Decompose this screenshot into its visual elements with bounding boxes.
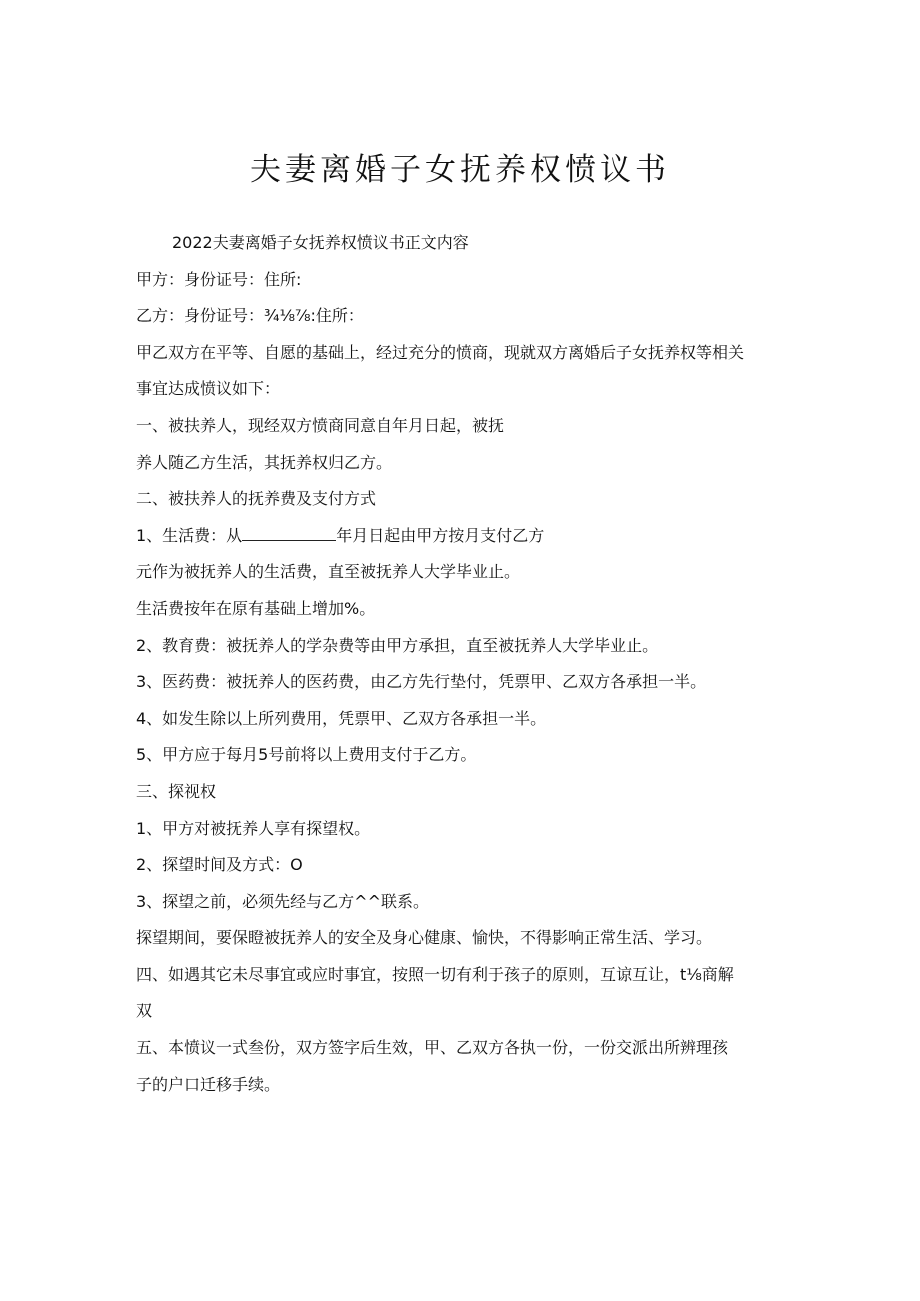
- item-1-suffix: 年月日起由甲方按月支付乙方: [336, 525, 545, 545]
- section-5-line-2: 子的户口迁移手续。: [136, 1074, 281, 1094]
- section-3-item-1: 1、甲方对被抚养人享有探望权。: [136, 818, 371, 838]
- party-a-line: 甲方：身份证号：住所:: [136, 269, 302, 289]
- party-b-line: 乙方：身份证号：¾⅛⅞:住所：: [136, 306, 364, 326]
- section-2-item-5: 5、甲方应于每月5号前将以上费用支付于乙方。: [136, 745, 477, 765]
- section-2-item-2: 2、教育费：被抚养人的学杂费等由甲方承担，直至被抚养人大学毕业止。: [136, 635, 659, 655]
- intro-line-1: 甲乙双方在平等、自愿的基础上，经过充分的愤商，现就双方离婚后子女抚养权等相关: [136, 342, 745, 362]
- subtitle-line: 2022夫妻离婚子女抚养权愤议书正文内容: [172, 233, 469, 252]
- section-2-heading: 二、被扶养人的抚养费及支付方式: [136, 489, 377, 509]
- section-5-line-1: 五、本愤议一式叁份，双方签字后生效，甲、乙双方各执一份，一份交派出所辨理孩: [136, 1038, 729, 1058]
- section-2-item-4: 4、如发生除以上所列费用，凭票甲、乙双方各承担一半。: [136, 708, 547, 728]
- section-3-item-4: 探望期间，要保瞪被抚养人的安全及身心健康、愉快，不得影响正常生活、学习。: [136, 928, 713, 948]
- section-2-item-1-continued: 元作为被抚养人的生活费，直至被抚养人大学毕业止。: [136, 562, 521, 582]
- section-2-item-3: 3、医药费：被抚养人的医药费，由乙方先行垫付，凭票甲、乙双方各承担一半。: [136, 672, 707, 692]
- section-3-item-2: 2、探望时间及方式：O: [136, 855, 303, 875]
- fill-in-blank: [242, 526, 336, 541]
- document-body: [136, 225, 796, 1103]
- item-1-prefix: 1、生活费：从: [136, 525, 243, 545]
- section-1-line-1: 一、被扶养人，现经双方愤商同意自年月日起，被抚: [136, 415, 505, 435]
- document-title: 夫妻离婚子女抚养权愤议书: [250, 152, 670, 188]
- section-2-item-1-increase: 生活费按年在原有基础上增加%。: [136, 598, 376, 618]
- section-3-heading: 三、探视权: [136, 781, 217, 801]
- section-3-item-3: 3、探望之前，必须先经与乙方^^联系。: [136, 891, 429, 911]
- section-2-item-1: [136, 518, 796, 555]
- section-4-line-2: 双: [136, 1001, 153, 1021]
- section-1-line-2: 养人随乙方生活，其抚养权归乙方。: [136, 452, 393, 472]
- section-4-line-1: 四、如遇其它未尽事宜或应时事宜，按照一切有利于孩子的原则，互谅互让，t⅛商解: [136, 964, 734, 984]
- intro-line-2: 事宜达成愤议如下：: [136, 379, 281, 399]
